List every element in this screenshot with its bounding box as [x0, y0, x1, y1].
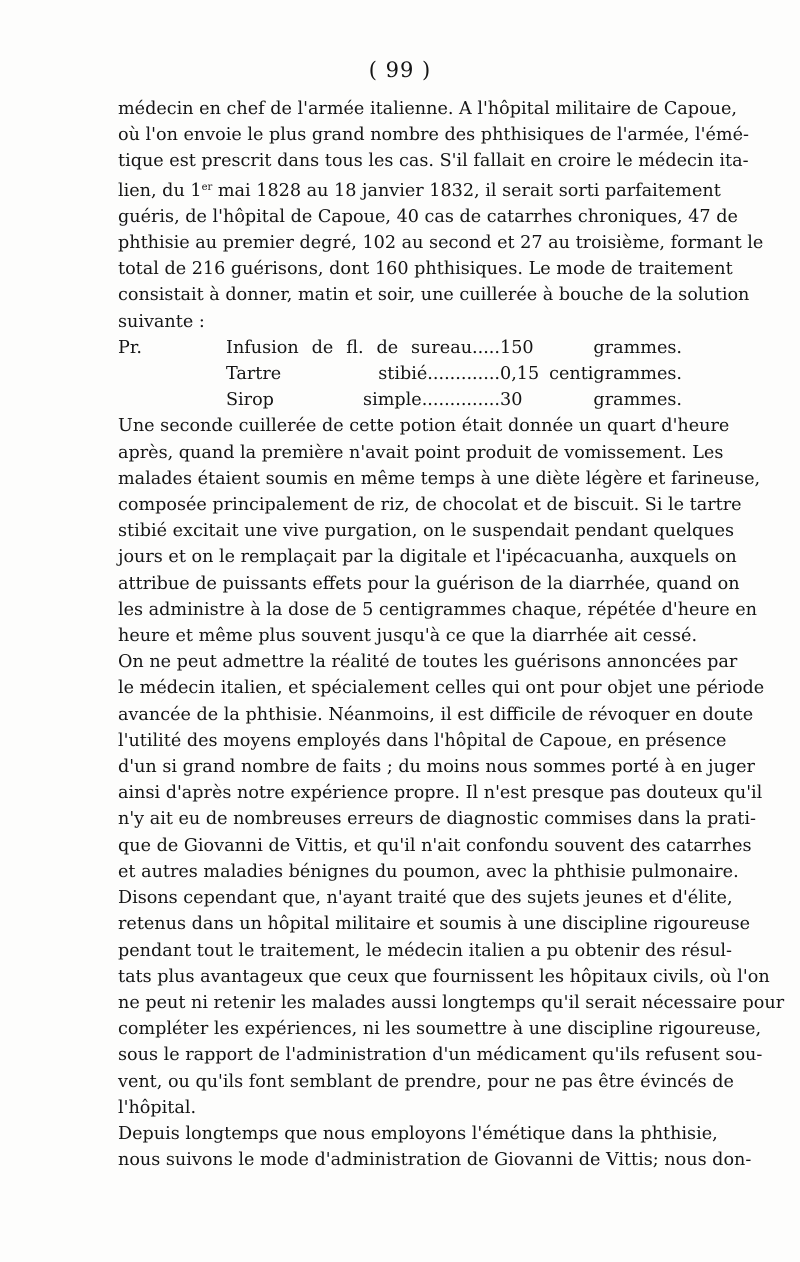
text-line: le médecin italien, et spécialement celles qui ont pour objet une période [118, 678, 765, 699]
page-body [118, 96, 785, 1173]
text-line: attribue de puissants effets pour la guérison de la diarrhée, quand on [118, 573, 740, 594]
text-line: Une seconde cuillerée de cette potion était donnée un quart d'heure [118, 416, 730, 437]
text-line: médecin en chef de l'armée italienne. A l'hôpital militaire de Capoue, [118, 99, 737, 119]
text-line: pendant tout le traitement, le médecin italien a pu obtenir des résul- [118, 940, 732, 961]
prescription-abbrev [118, 387, 226, 413]
text-line: total de 216 guérisons, dont 160 phthisiques. Le mode de traitement [118, 259, 733, 280]
text-line: que de Giovanni de Vittis, et qu'il n'ait confondu souvent des catarrhes [118, 835, 752, 856]
text-line: n'y ait eu de nombreuses erreurs de diagnostic commises dans la prati- [118, 809, 756, 830]
prescription-row [118, 361, 682, 387]
prescription-row [118, 387, 682, 413]
prescription-ingredient: Infusion de fl. de sureau..... [226, 337, 500, 358]
text-line: Depuis longtemps que nous employons l'émétique dans la phthisie, [118, 1123, 718, 1144]
prescription-formula [118, 335, 682, 414]
paragraph-1 [118, 96, 764, 335]
page-number: ( 99 ) [368, 58, 432, 82]
text-line: Disons cependant que, n'ayant traité que des sujets jeunes et d'élite, [118, 888, 733, 909]
text-line: suivante : [118, 311, 205, 332]
prescription-abbrev [118, 361, 226, 387]
text-line: nous suivons le mode d'administration de Giovanni de Vittis; nous don- [118, 1150, 752, 1171]
text-line: malades étaient soumis en même temps à une diète légère et farineuse, [118, 468, 761, 489]
prescription-ingredient: Tartre stibié............. [226, 364, 500, 385]
text-line: l'utilité des moyens employés dans l'hôpital de Capoue, en présence [118, 730, 727, 751]
text-line: vent, ou qu'ils font semblant de prendre, pour ne pas être évincés de [118, 1071, 734, 1092]
text-line: heure et même plus souvent jusqu'à ce que la diarrhée ait cessé. [118, 626, 698, 647]
text-line: l'hôpital. [118, 1097, 197, 1118]
text-line: après, quand la première n'avait point produit de vomissement. Les [118, 442, 724, 463]
prescription-abbrev: Pr. [118, 337, 142, 358]
text-line: où l'on envoie le plus grand nombre des phthisiques de l'armée, l'émé- [118, 125, 749, 146]
text-line: tique est prescrit dans tous les cas. S'il fallait en croire le médecin ita- [118, 151, 749, 172]
text-line: consistait à donner, matin et soir, une cuillerée à bouche de la solution [118, 285, 750, 306]
text-line: d'un si grand nombre de faits ; du moins nous sommes porté à en juger [118, 757, 755, 778]
text-line: composée principalement de riz, de chocolat et de biscuit. Si le tartre [118, 495, 742, 516]
text-line: phthisie au premier degré, 102 au second et 27 au troisième, formant le [118, 233, 764, 254]
text-line: ne peut ni retenir les malades aussi longtemps qu'il serait nécessaire pour [118, 992, 785, 1013]
prescription-dose: 0,15 centigrammes. [500, 364, 682, 385]
text-line: retenus dans un hôpital militaire et soumis à une discipline rigoureuse [118, 914, 751, 935]
text-line: jours et on le remplaçait par la digitale et l'ipécacuanha, auxquels on [118, 547, 737, 568]
prescription-row [118, 335, 682, 361]
paragraph-4 [118, 1121, 752, 1173]
prescription-dose: 150 grammes. [500, 337, 682, 358]
text-line: sous le rapport de l'administration d'un médicament qu'ils refusent sou- [118, 1045, 763, 1066]
text-line: les administre à la dose de 5 centigrammes chaque, répétée d'heure en [118, 599, 757, 620]
text-line: On ne peut admettre la réalité de toutes les guérisons annoncées par [118, 652, 738, 673]
text-line: stibié excitait une vive purgation, on le suspendait pendant quelques [118, 521, 735, 542]
text-line: lien, du 1er mai 1828 au 18 janvier 1832, il serait sorti parfaitement [118, 180, 721, 201]
text-line: avancée de la phthisie. Néanmoins, il est difficile de révoquer en doute [118, 704, 754, 725]
paragraph-3 [118, 649, 785, 1121]
text-line: et autres maladies bénignes du poumon, avec la phthisie pulmonaire. [118, 861, 739, 882]
text-line: tats plus avantageux que ceux que fournissent les hôpitaux civils, où l'on [118, 966, 770, 987]
text-line: compléter les expériences, ni les soumettre à une discipline rigoureuse, [118, 1019, 762, 1040]
text-line: guéris, de l'hôpital de Capoue, 40 cas de catarrhes chroniques, 47 de [118, 206, 738, 227]
text-line: ainsi d'après notre expérience propre. Il n'est presque pas douteux qu'il [118, 783, 763, 804]
prescription-ingredient: Sirop simple.............. [226, 390, 500, 411]
prescription-dose: 30 grammes. [500, 390, 682, 411]
paragraph-2 [118, 413, 761, 649]
